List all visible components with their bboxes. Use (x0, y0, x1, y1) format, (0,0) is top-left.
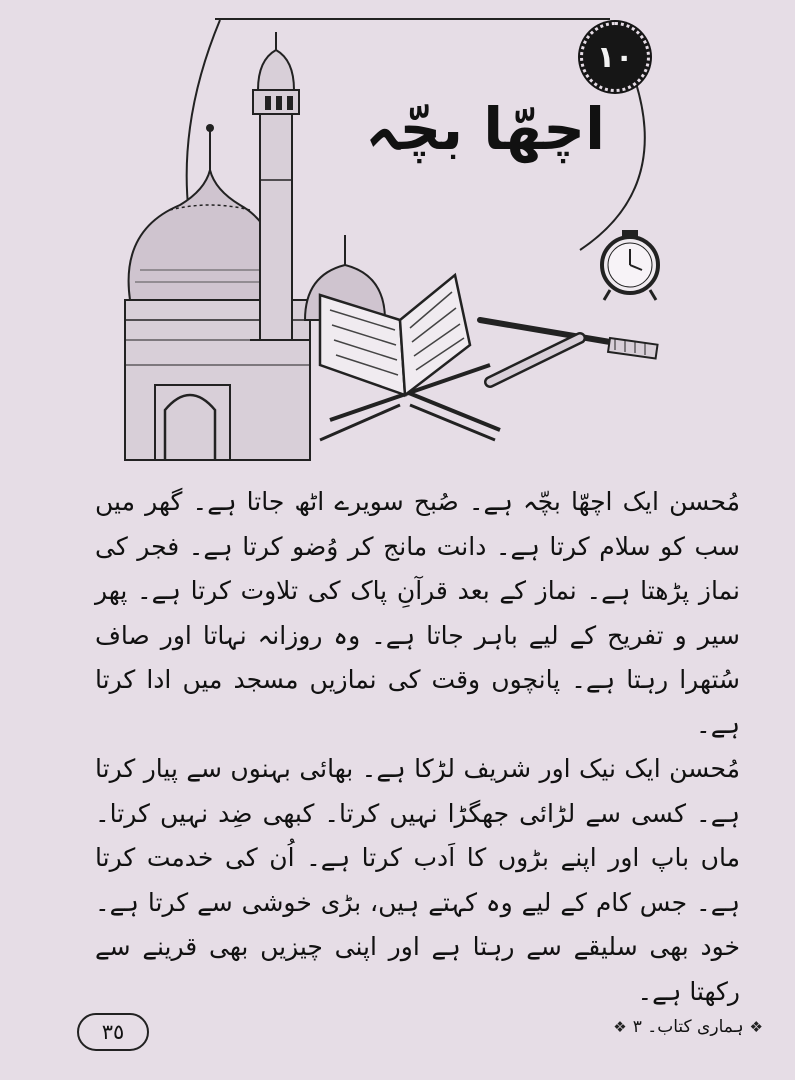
mosque-icon (125, 124, 385, 460)
paragraph-2: مُحسن ایک نیک اور شریف لڑکا ہے۔ بھائی بہنوں سے پیار کرتا ہے۔ کسی سے لڑائی جھگڑا نہیں کرتا۔ کبھی ضِد نہیں کرتا۔ ماں باپ اور اپنے بڑوں کا اَدب کرتا ہے۔ اُن کی خدمت کرتا ہے۔ جس کام کے لیے وہ کہتے ہیں، بڑی خوشی سے کرتا ہے۔ خود بھی سلیقے سے رہتا ہے اور اپنی چیزیں بھی قرینے سے رکھتا ہے۔ (95, 754, 740, 1006)
paragraph-1: مُحسن ایک اچھّا بچّہ ہے۔ صُبح سویرے اٹھ جاتا ہے۔ گھر میں سب کو سلام کرتا ہے۔ دانت مانج کر وُضو کرتا ہے۔ فجر کی نماز پڑھتا ہے۔ نماز کے بعد قرآنِ پاک کی تلاوت کرتا ہے۔ پھر سیر و تفریح کے لیے باہر جاتا ہے۔ وہ روزانہ نہاتا اور صاف سُتھرا رہتا ہے۔ پانچوں وقت کی نمازیں مسجد میں ادا کرتا ہے۔ (95, 487, 740, 739)
lesson-number-badge: ١٠ (580, 22, 650, 92)
book-label (613, 1016, 763, 1037)
lesson-title: اچھّا بچّہ (365, 95, 605, 163)
lesson-body (95, 480, 740, 1014)
toothpaste-icon (490, 338, 580, 382)
minaret-icon (250, 32, 310, 340)
alarm-clock-icon (602, 230, 658, 300)
book-name: ہماری کتاب۔ ٣ (632, 1017, 744, 1037)
page-number-badge: ٣٥ (77, 1013, 149, 1051)
flourish-icon: ❖ (749, 1017, 763, 1036)
lesson-illustration (110, 20, 670, 470)
flourish-icon: ❖ (613, 1017, 627, 1036)
